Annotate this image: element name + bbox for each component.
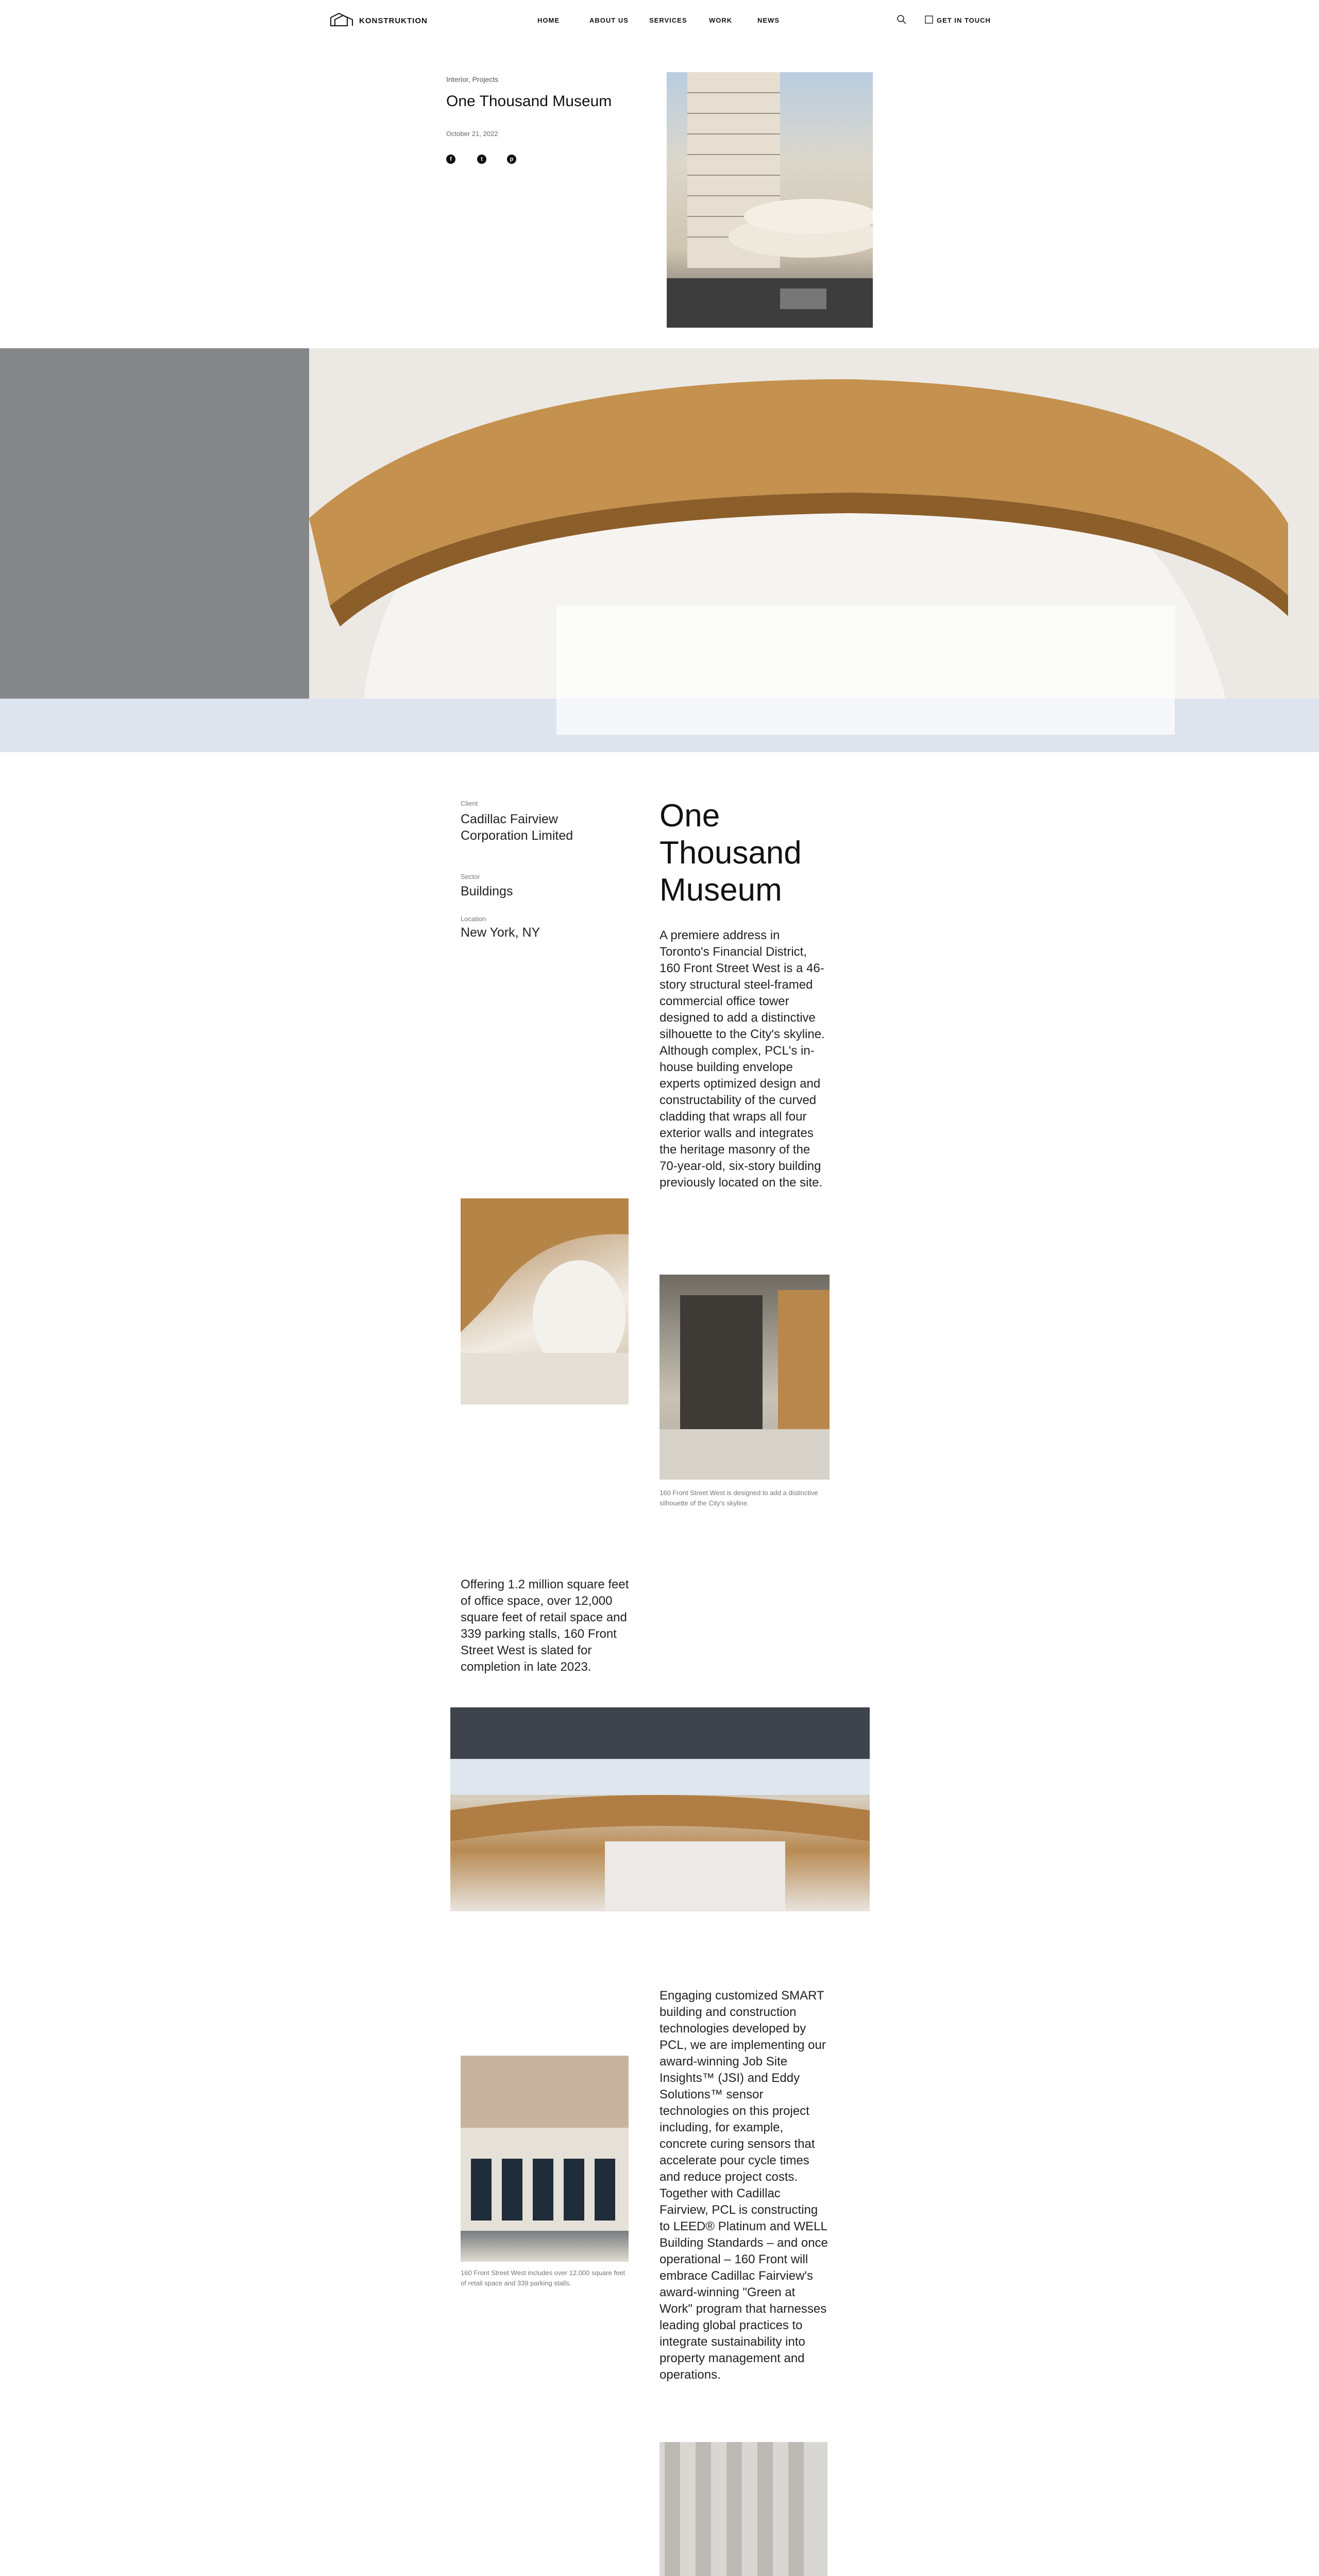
nav-services[interactable]: SERVICES (649, 16, 687, 24)
post-date: October 21, 2022 (446, 130, 498, 138)
post-category[interactable]: Interior, Projects (446, 75, 499, 83)
project-intro: A premiere address in Toronto's Financial District, 160 Front Street West is a 46-story structural steel-framed commercial office tower designed to add a distinctive silhouette to the City's skyline. Although complex, PCL's in-house building envelope experts optimized design and constructability of the curved cladding that wraps all four exterior walls and integrates the heritage masonry of the 70-year-old, six-story building previously located on the site. (660, 928, 825, 1190)
brand-name[interactable]: KONSTRUKTION (359, 16, 428, 25)
smart-text: Engaging customized SMART building and construction technologies developed by PCL, we are implementing our award-winning Job Site Insights™ (JSI) and Eddy Solutions™ sensor technologies on this project including, for example, concrete curing sensors that accelerate pour cycle times and reduce project costs. Together with Cadillac Fairview, PCL is constructing to LEED® Platinum and WELL Building Standards – and once operational – 160 Front will embrace Cadillac Fairview's award-winning "Green at Work" program that harnesses leading global practices to integrate sustainability into property management and operations. (660, 1989, 828, 2382)
offering-text: Offering 1.2 million square feet of office space, over 12,000 square feet of retail space and 339 parking stalls, 160 Front Street West is slated for completion in late 2023. (461, 1578, 629, 1674)
location-label: Location (461, 915, 486, 923)
get-in-touch-link[interactable]: GET IN TOUCH (937, 16, 991, 24)
mail-icon[interactable] (924, 15, 934, 24)
pinterest-icon[interactable]: p (507, 155, 516, 164)
caption-1: 160 Front Street West is designed to add a distinctive silhouette of the City's skyline. (660, 1489, 818, 1507)
nav-home[interactable]: HOME (537, 16, 560, 24)
wide-photo-ceiling (0, 348, 1319, 752)
facebook-icon[interactable]: f (446, 155, 455, 164)
location-value: New York, NY (461, 925, 540, 940)
gallery-photo-wide (450, 1707, 870, 1911)
search-icon[interactable] (897, 14, 907, 25)
page-title: One Thousand Museum (446, 93, 612, 110)
gallery-photo-2 (660, 1275, 830, 1480)
caption-2: 160 Front Street West includes over 12,000 square feet of retail space and 339 parking stalls. (461, 2269, 625, 2287)
nav-about[interactable]: ABOUT US (589, 16, 629, 24)
nav-news[interactable]: NEWS (757, 16, 780, 24)
sector-label: Sector (461, 873, 480, 880)
gallery-photo-3 (461, 2056, 629, 2262)
logo-icon[interactable] (330, 11, 353, 27)
hero-photo-tower (667, 72, 873, 328)
gallery-photo-4 (660, 2442, 827, 2576)
client-label: Client (461, 800, 478, 807)
project-title: One Thousand Museum (660, 798, 802, 908)
client-value: Cadillac Fairview Corporation Limited (461, 812, 573, 843)
twitter-icon[interactable]: t (477, 155, 486, 164)
nav-work[interactable]: WORK (709, 16, 733, 24)
sector-value: Buildings (461, 884, 513, 899)
gallery-photo-1 (461, 1198, 629, 1404)
site-header (0, 0, 1319, 41)
